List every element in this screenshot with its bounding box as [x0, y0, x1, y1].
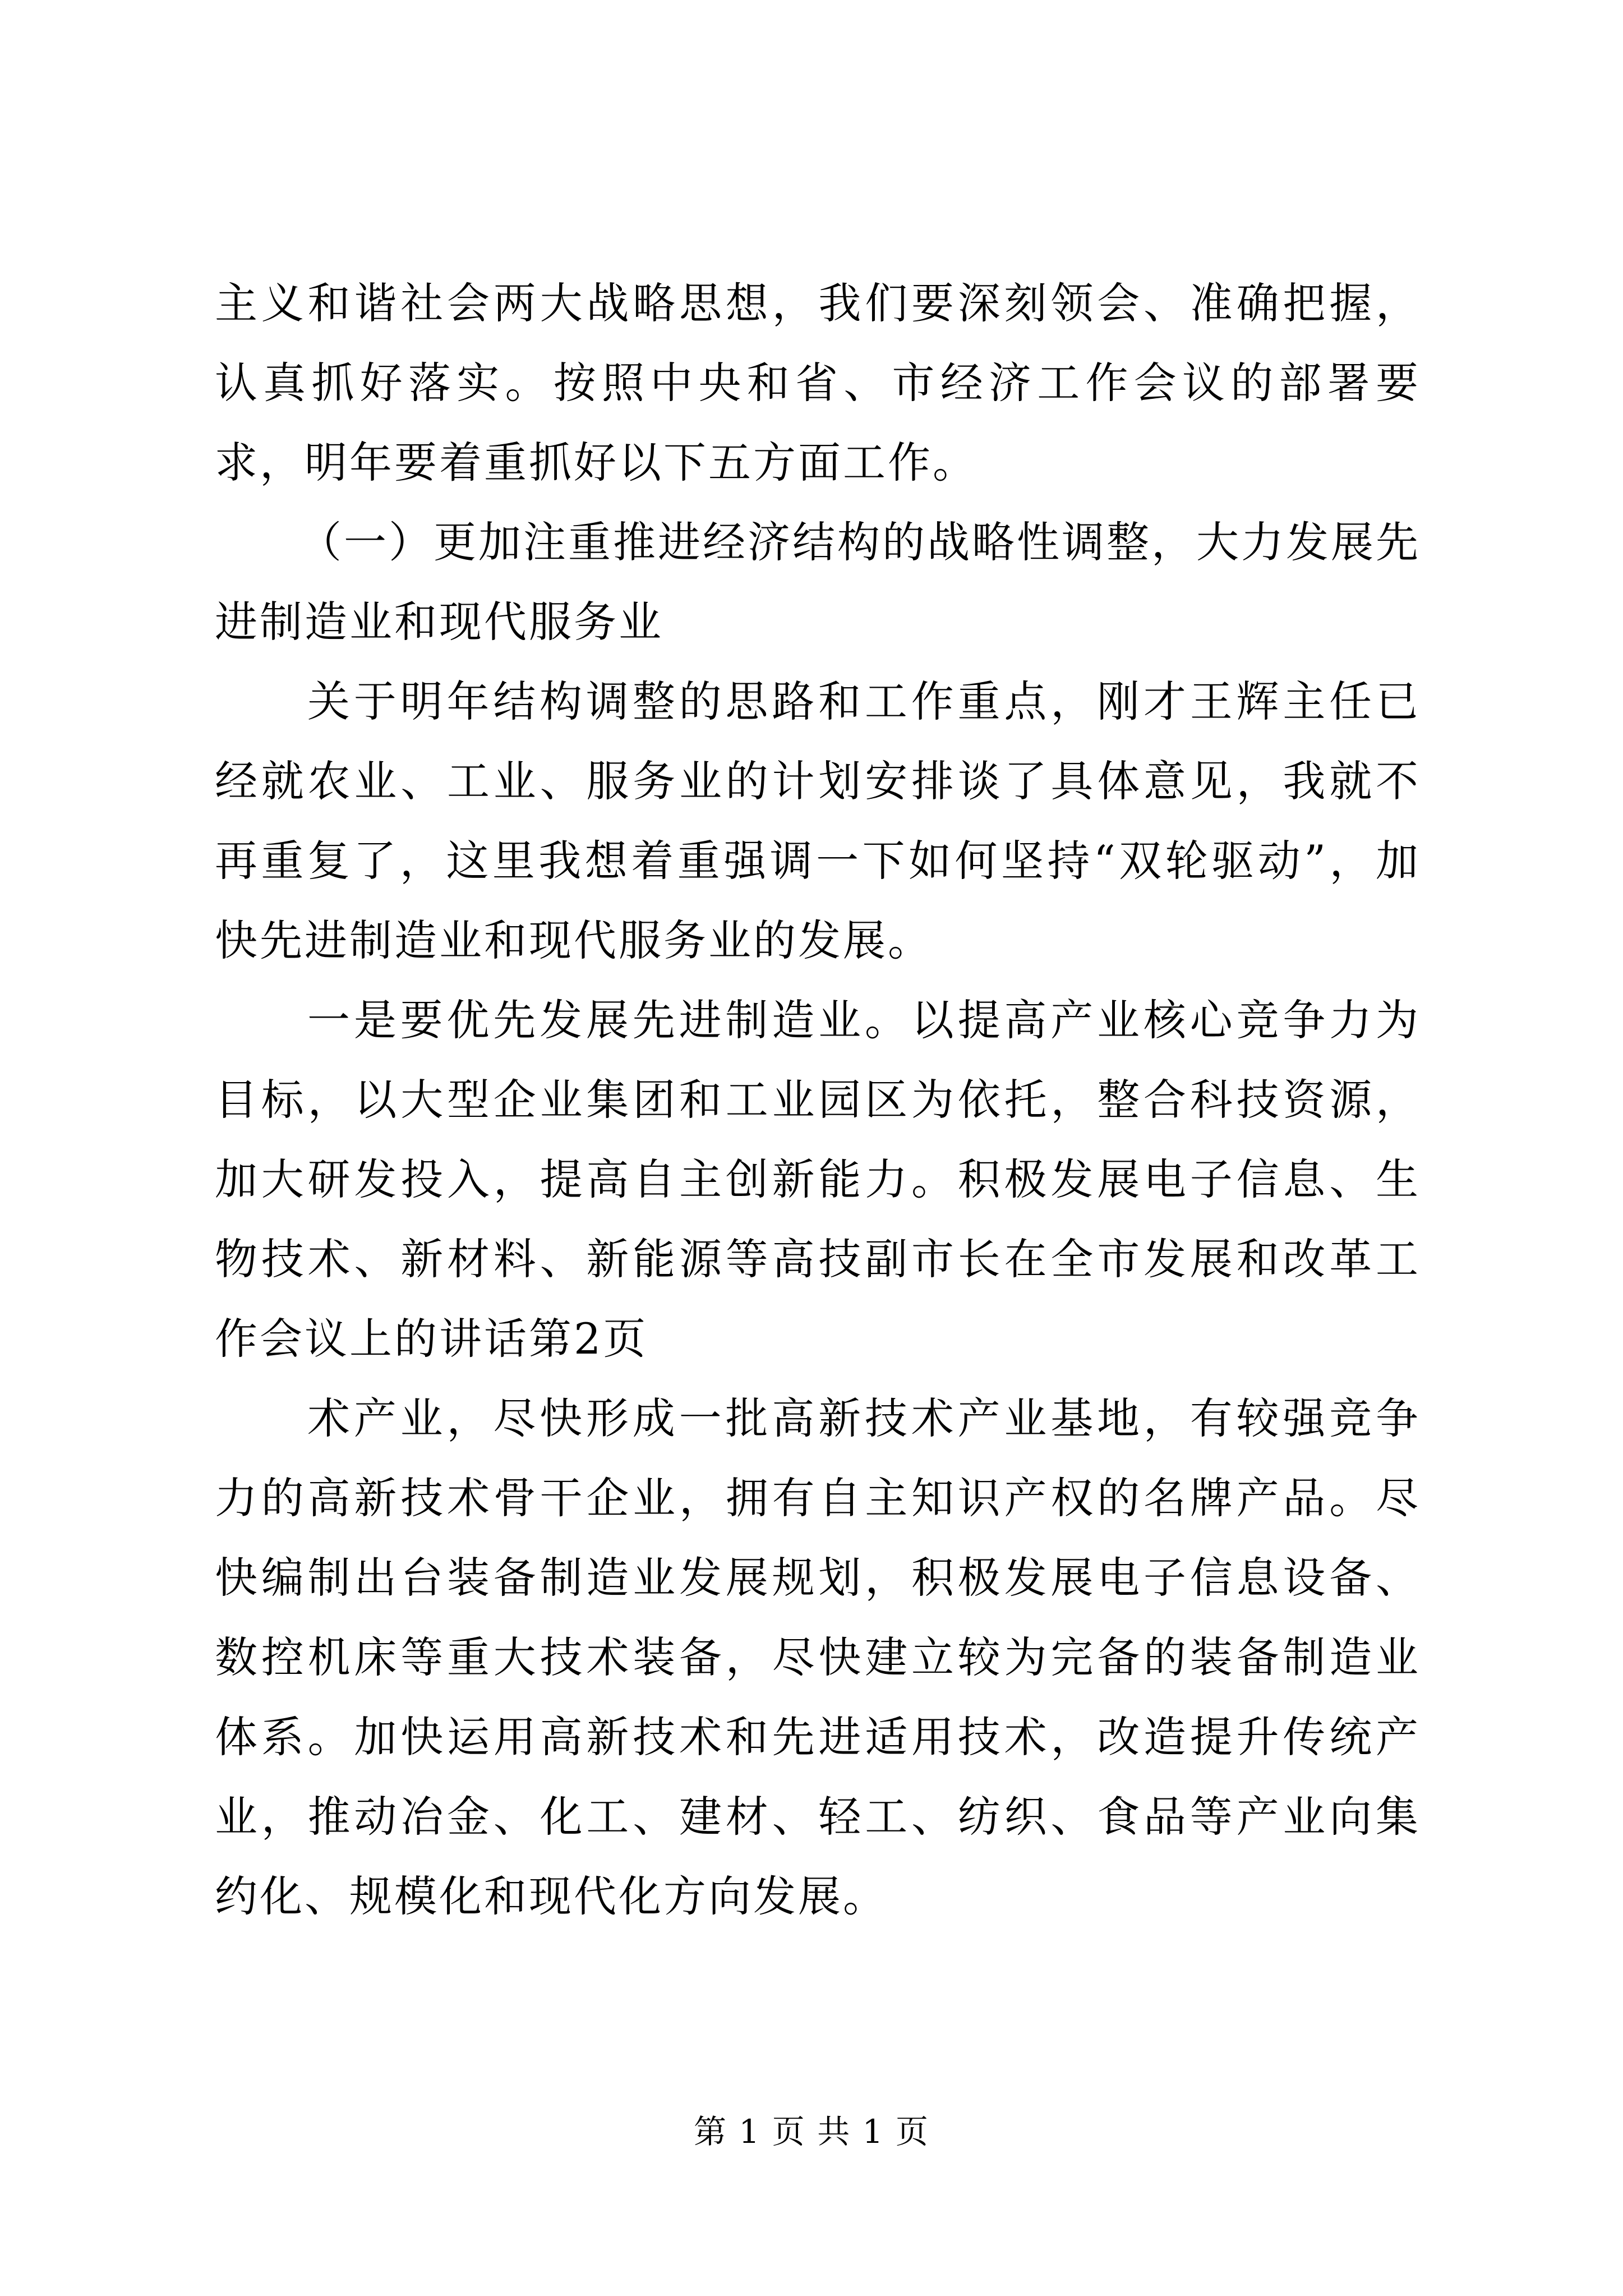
page-footer: 第 1 页 共 1 页: [694, 2113, 929, 2151]
paragraph-advanced-manufacturing: 一是要优先发展先进制造业。以提高产业核心竞争力为目标，以大型企业集团和工业园区为依托，整合科技资源，加大研发投入，提高自主创新能力。积极发展电子信息、生物技术、新材料、新能源等高技副市长在全市发展和改革工作会议上的讲话第2页: [215, 995, 1421, 1364]
paragraph-continuation: 主义和谐社会两大战略思想，我们要深刻领会、准确把握，认真抓好落实。按照中央和省、市经济工作会议的部署要求，明年要着重抓好以下五方面工作。: [215, 278, 1421, 487]
section-heading: （一）更加注重推进经济结构的战略性调整，大力发展先进制造业和现代服务业: [215, 517, 1421, 647]
document-body: [215, 264, 1421, 1936]
paragraph-hightech-industry: 术产业，尽快形成一批高新技术产业基地，有较强竞争力的高新技术骨干企业，拥有自主知识产权的名牌产品。尽快编制出台装备制造业发展规划，积极发展电子信息设备、数控机床等重大技术装备，尽快建立较为完备的装备制造业体系。加快运用高新技术和先进适用技术，改造提升传统产业，推动冶金、化工、建材、轻工、纺织、食品等产业向集约化、规模化和现代化方向发展。: [215, 1393, 1421, 1921]
paragraph-structure-adjustment: 关于明年结构调整的思路和工作重点，刚才王辉主任已经就农业、工业、服务业的计划安排谈了具体意见，我就不再重复了，这里我想着重强调一下如何坚持“双轮驱动”，加快先进制造业和现代服务业的发展。: [215, 677, 1421, 965]
